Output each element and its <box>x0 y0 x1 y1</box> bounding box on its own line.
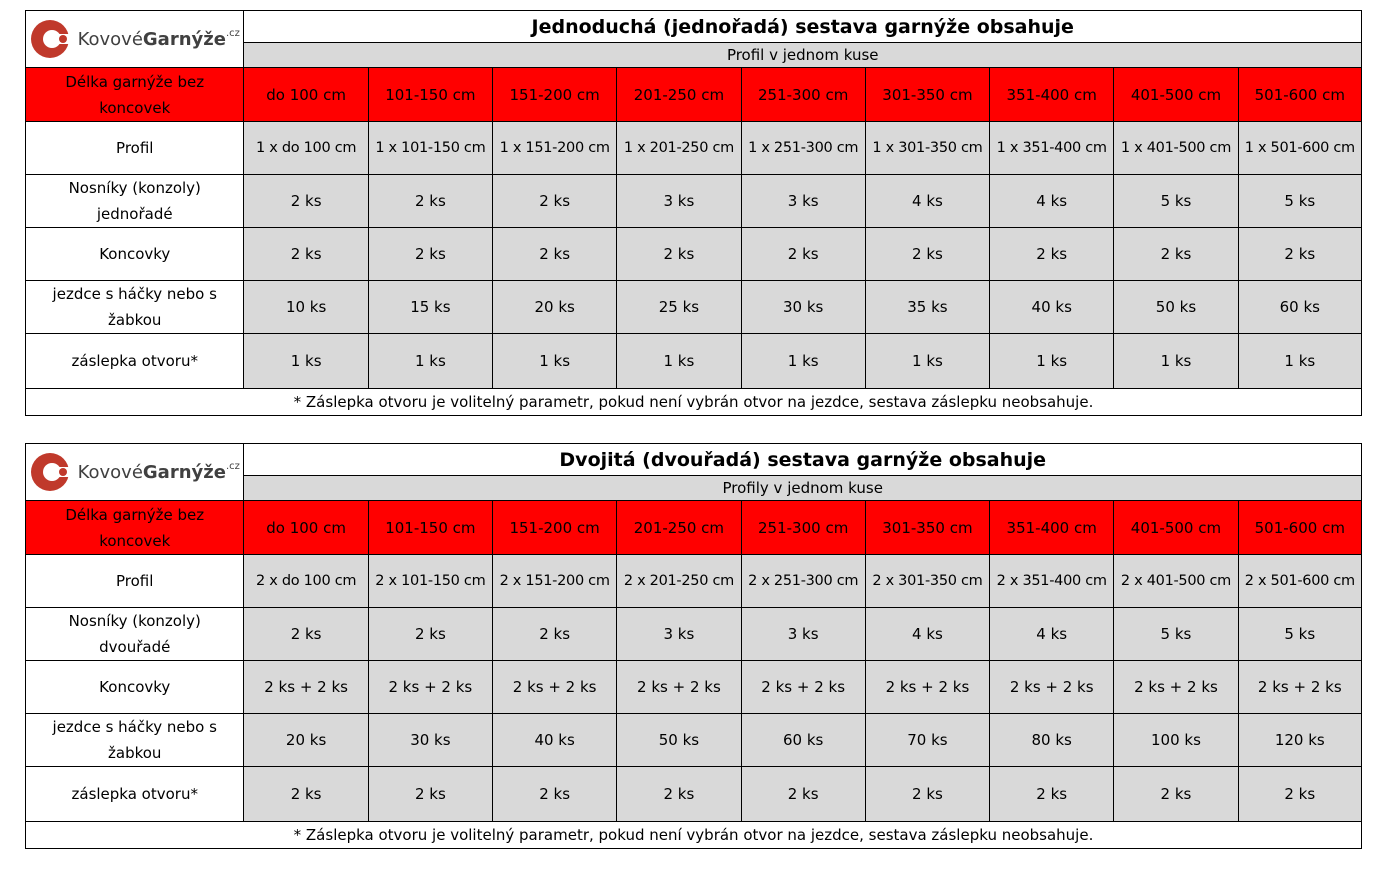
brand-logo <box>26 11 244 68</box>
table-cell: 50 ks <box>617 714 741 767</box>
brand-name <box>78 29 240 50</box>
table-cell: 1 x 251-300 cm <box>741 122 865 175</box>
table-cell: 2 ks <box>244 175 368 228</box>
table-cell: 2 x 201-250 cm <box>617 555 741 608</box>
table-cell: 1 ks <box>1114 334 1238 389</box>
table-row <box>26 175 1362 228</box>
row-label: záslepka otvoru* <box>26 767 244 822</box>
size-header: 501-600 cm <box>1238 68 1361 122</box>
table-row <box>26 334 1362 389</box>
table-cell: 2 ks <box>865 767 989 822</box>
double-set-table <box>25 443 1362 849</box>
table-cell: 5 ks <box>1238 608 1361 661</box>
size-header: 501-600 cm <box>1238 501 1361 555</box>
table-cell: 4 ks <box>865 175 989 228</box>
table-cell: 2 ks + 2 ks <box>741 661 865 714</box>
table-row <box>26 661 1362 714</box>
table-cell: 2 ks <box>368 767 492 822</box>
table-cell: 4 ks <box>990 608 1114 661</box>
size-header: 401-500 cm <box>1114 501 1238 555</box>
table-row <box>26 714 1362 767</box>
table-cell: 60 ks <box>741 714 865 767</box>
row-label: jezdce s háčky nebo s žabkou <box>26 281 244 334</box>
header-label: Délka garnýže bez koncovek <box>26 68 244 122</box>
table-cell: 70 ks <box>865 714 989 767</box>
size-header: do 100 cm <box>244 501 368 555</box>
table-cell: 35 ks <box>865 281 989 334</box>
table-cell: 2 ks <box>493 767 617 822</box>
table-cell: 1 ks <box>493 334 617 389</box>
brand-tld: .cz <box>225 27 240 39</box>
table-cell: 2 ks <box>244 767 368 822</box>
table-cell: 3 ks <box>617 175 741 228</box>
table-subtitle: Profil v jednom kuse <box>244 43 1362 68</box>
table-cell: 1 x 151-200 cm <box>493 122 617 175</box>
size-header: 351-400 cm <box>990 501 1114 555</box>
table-cell: 2 ks <box>1114 767 1238 822</box>
table-cell: 1 x 501-600 cm <box>1238 122 1361 175</box>
table-cell: 2 ks + 2 ks <box>1114 661 1238 714</box>
table-cell: 30 ks <box>741 281 865 334</box>
table-cell: 2 ks <box>617 228 741 281</box>
table-cell: 1 x 301-350 cm <box>865 122 989 175</box>
table-cell: 30 ks <box>368 714 492 767</box>
table-cell: 3 ks <box>617 608 741 661</box>
table-cell: 120 ks <box>1238 714 1361 767</box>
size-header: 151-200 cm <box>493 68 617 122</box>
brand-name <box>78 462 240 483</box>
table-row <box>26 767 1362 822</box>
table-cell: 2 ks <box>493 608 617 661</box>
table-cell: 5 ks <box>1238 175 1361 228</box>
table-cell: 2 ks <box>368 228 492 281</box>
table-cell: 5 ks <box>1114 608 1238 661</box>
table-cell: 15 ks <box>368 281 492 334</box>
brand-name-bold: Garnýže <box>142 28 226 50</box>
size-header: 301-350 cm <box>865 501 989 555</box>
brand-logo-icon <box>30 450 74 494</box>
row-label: Nosníky (konzoly) dvouřadé <box>26 608 244 661</box>
size-header: 251-300 cm <box>741 68 865 122</box>
table-cell: 2 ks + 2 ks <box>617 661 741 714</box>
size-header: 251-300 cm <box>741 501 865 555</box>
table-cell: 2 x 351-400 cm <box>990 555 1114 608</box>
table-cell: 2 ks <box>741 228 865 281</box>
table-cell: 2 x 501-600 cm <box>1238 555 1361 608</box>
table-cell: 5 ks <box>1114 175 1238 228</box>
table-cell: 20 ks <box>493 281 617 334</box>
table-cell: 2 ks + 2 ks <box>244 661 368 714</box>
table-cell: 20 ks <box>244 714 368 767</box>
table-cell: 2 ks + 2 ks <box>368 661 492 714</box>
table-cell: 2 ks <box>493 228 617 281</box>
table-cell: 2 ks <box>990 228 1114 281</box>
table-cell: 1 ks <box>617 334 741 389</box>
table-cell: 40 ks <box>990 281 1114 334</box>
size-header: 351-400 cm <box>990 68 1114 122</box>
brand-logo-icon <box>30 17 74 61</box>
table-row <box>26 122 1362 175</box>
table-cell: 1 x 351-400 cm <box>990 122 1114 175</box>
size-header: 101-150 cm <box>368 501 492 555</box>
footnote: * Záslepka otvoru je volitelný parametr, pokud není vybrán otvor na jezdce, sestava záslepku neobsahuje. <box>26 822 1362 849</box>
table-cell: 2 ks + 2 ks <box>1238 661 1361 714</box>
table-cell: 2 ks <box>741 767 865 822</box>
table-cell: 1 ks <box>368 334 492 389</box>
row-label: Koncovky <box>26 228 244 281</box>
table-cell: 1 x do 100 cm <box>244 122 368 175</box>
row-label: záslepka otvoru* <box>26 334 244 389</box>
size-header-row <box>26 501 1362 555</box>
header-label: Délka garnýže bez koncovek <box>26 501 244 555</box>
table-row <box>26 228 1362 281</box>
table-title: Dvojitá (dvouřadá) sestava garnýže obsahuje <box>244 444 1362 476</box>
table-cell: 10 ks <box>244 281 368 334</box>
table-cell: 80 ks <box>990 714 1114 767</box>
table-cell: 2 ks + 2 ks <box>493 661 617 714</box>
table-cell: 2 x 401-500 cm <box>1114 555 1238 608</box>
table-cell: 1 ks <box>1238 334 1361 389</box>
table-cell: 4 ks <box>865 608 989 661</box>
table-subtitle: Profily v jednom kuse <box>244 476 1362 501</box>
table-cell: 2 ks <box>368 175 492 228</box>
table-cell: 2 ks <box>368 608 492 661</box>
brand-tld: .cz <box>225 460 240 472</box>
table-cell: 2 ks <box>1238 228 1361 281</box>
brand-name-light: Kovové <box>77 28 143 50</box>
table-cell: 3 ks <box>741 175 865 228</box>
table-cell: 1 ks <box>990 334 1114 389</box>
brand-name-light: Kovové <box>77 461 143 483</box>
table-cell: 2 x 101-150 cm <box>368 555 492 608</box>
row-label: Koncovky <box>26 661 244 714</box>
table-title: Jednoduchá (jednořadá) sestava garnýže obsahuje <box>244 11 1362 43</box>
size-header: 151-200 cm <box>493 501 617 555</box>
table-cell: 50 ks <box>1114 281 1238 334</box>
table-cell: 2 ks <box>990 767 1114 822</box>
row-label: Nosníky (konzoly) jednořadé <box>26 175 244 228</box>
size-header: 201-250 cm <box>617 68 741 122</box>
single-set-table <box>25 10 1362 416</box>
table-cell: 2 ks <box>244 228 368 281</box>
table-row <box>26 281 1362 334</box>
row-label: Profil <box>26 555 244 608</box>
table-cell: 40 ks <box>493 714 617 767</box>
table-cell: 4 ks <box>990 175 1114 228</box>
table-cell: 2 ks <box>617 767 741 822</box>
table-cell: 2 ks <box>244 608 368 661</box>
table-cell: 2 ks <box>1238 767 1361 822</box>
size-header: 201-250 cm <box>617 501 741 555</box>
table-cell: 2 x 251-300 cm <box>741 555 865 608</box>
size-header: 301-350 cm <box>865 68 989 122</box>
table-cell: 100 ks <box>1114 714 1238 767</box>
table-cell: 3 ks <box>741 608 865 661</box>
table-cell: 1 x 201-250 cm <box>617 122 741 175</box>
table-cell: 1 ks <box>741 334 865 389</box>
table-cell: 1 x 401-500 cm <box>1114 122 1238 175</box>
table-cell: 2 ks <box>1114 228 1238 281</box>
table-cell: 2 x 301-350 cm <box>865 555 989 608</box>
table-row <box>26 555 1362 608</box>
table-cell: 25 ks <box>617 281 741 334</box>
table-cell: 2 x do 100 cm <box>244 555 368 608</box>
table-cell: 1 ks <box>865 334 989 389</box>
table-cell: 2 ks + 2 ks <box>990 661 1114 714</box>
table-cell: 2 ks + 2 ks <box>865 661 989 714</box>
table-cell: 60 ks <box>1238 281 1361 334</box>
table-cell: 1 ks <box>244 334 368 389</box>
row-label: Profil <box>26 122 244 175</box>
footnote: * Záslepka otvoru je volitelný parametr, pokud není vybrán otvor na jezdce, sestava záslepku neobsahuje. <box>26 389 1362 416</box>
brand-name-bold: Garnýže <box>142 461 226 483</box>
brand-logo <box>26 444 244 501</box>
table-row <box>26 608 1362 661</box>
table-cell: 1 x 101-150 cm <box>368 122 492 175</box>
table-cell: 2 ks <box>865 228 989 281</box>
table-cell: 2 x 151-200 cm <box>493 555 617 608</box>
row-label: jezdce s háčky nebo s žabkou <box>26 714 244 767</box>
size-header-row <box>26 68 1362 122</box>
size-header: 101-150 cm <box>368 68 492 122</box>
table-cell: 2 ks <box>493 175 617 228</box>
size-header: do 100 cm <box>244 68 368 122</box>
size-header: 401-500 cm <box>1114 68 1238 122</box>
